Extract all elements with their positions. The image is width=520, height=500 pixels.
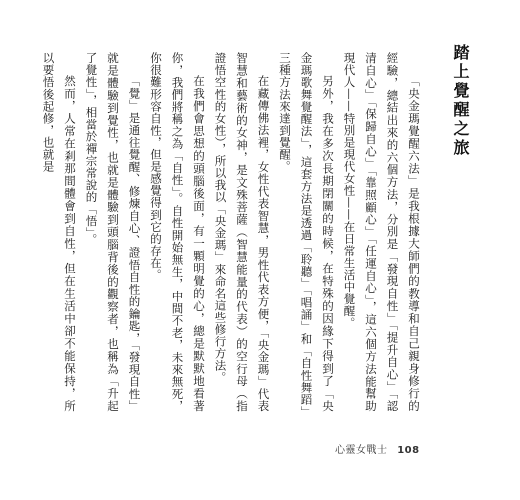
paragraph-6: 然而，人常在剎那間體會到自性，但在生活中卻不能保持，所以要悟後起修，也就是: [41, 52, 77, 412]
page-number: 108: [397, 445, 420, 456]
paragraph-3: 在藏傳佛法裡，女性代表智慧，男性代表方便，「央金瑪」代表智慧和藝術的女神，是文殊菩薩（智慧能量的代表）的空行母（指證悟空性的女性），所以我以「央金瑪」來命名這些修行方法。: [213, 52, 271, 412]
page-footer: [335, 441, 420, 456]
paragraph-1: 「央金瑪覺醒六法」是我根據大師們的教導和自己親身修行的經驗，總結出來的六個方法，分別是「發現自性」「提升自心」「認清自心」「保歸自心」「靠照顧心」「任運自心」，這六個方法能幫助現代人——特別是現代女性——在日常生活中覺醒。: [342, 52, 421, 412]
paragraph-5: 「覺」是通往覺醒、修煉自心、證悟自性的鑰匙，「發現自性」就是體驗到覺性，也就是體驗到頭腦背後的觀察者，也稱為「升起了覺性」，相當於禪宗常說的「悟」。: [84, 52, 142, 412]
paragraph-4: 在我們會思想的頭腦後面，有一顆明覺的心，總是默默地看著你，我們將稱之為「自性」。自性開始無生，中間不老，未來無死，你很難形容自性，但是感覺得到它的存在。: [149, 52, 206, 412]
chapter-title: 踏上覺醒之旅: [451, 44, 470, 158]
book-title: 心靈女戰士: [335, 445, 388, 456]
paragraph-2: 另外，我在多次長期閉關的時候，在特殊的因緣下得到了「央金瑪歌舞覺醒法」，這套方法是透過「聆聽」「唱誦」和「自性舞蹈」三種方法來達到覺醒。: [278, 52, 335, 412]
body-text: [41, 52, 424, 412]
